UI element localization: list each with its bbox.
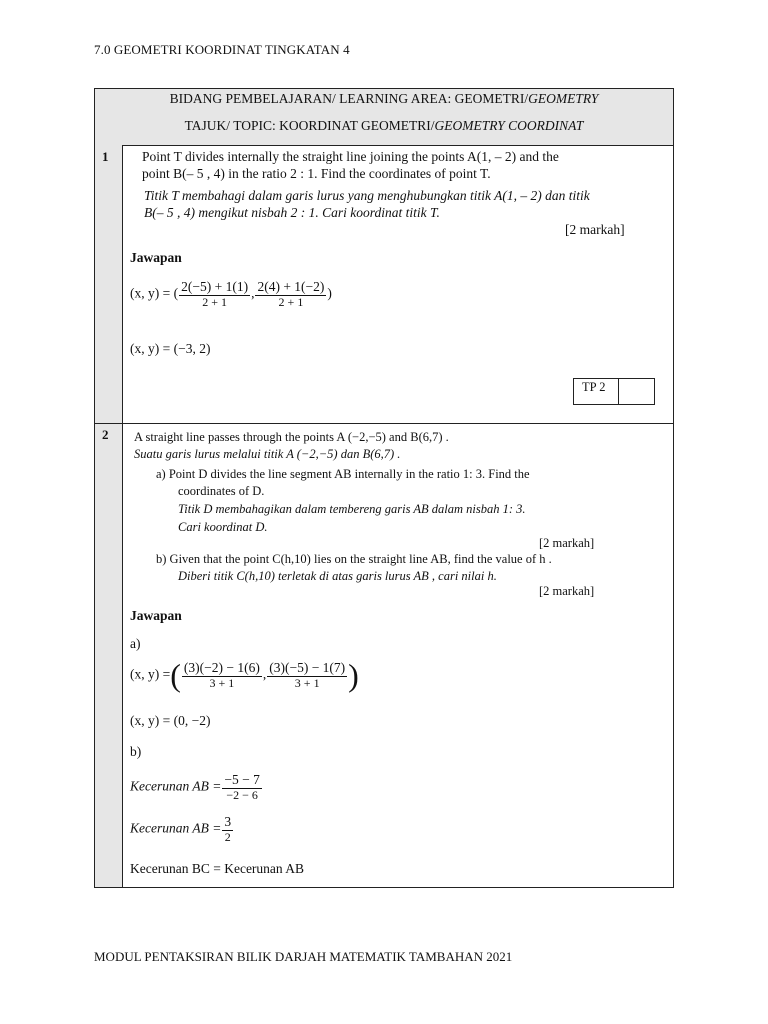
- q2-part-a-malay-line2: Cari koordinat D.: [178, 520, 268, 534]
- q1-malay-line1: Titik T membahagi dalam garis lurus yang menghubungkan titik A(1, – 2) dan titik: [144, 188, 590, 203]
- q1-english-line1: Point T divides internally the straight line joining the points A(1, – 2) and the: [142, 149, 559, 164]
- learning-area-italic: GEOMETRY: [528, 91, 599, 106]
- q1-working-step1: [130, 279, 332, 309]
- q2-part-a-marks: [2 markah]: [539, 536, 595, 550]
- q2-gradient-step2: [130, 814, 234, 844]
- q2-a-comma: ,: [262, 666, 267, 682]
- q2-gradient-step1: [130, 772, 263, 802]
- question-1-number: 1: [102, 149, 109, 164]
- q2-a-fraction-y: [267, 660, 347, 690]
- q2-grad2-lhs: Kecerunan AB =: [130, 820, 222, 836]
- q2-a-fraction-x-numerator: (3)(−2) − 1(6): [183, 660, 260, 675]
- q2-part-a-working: [130, 656, 359, 693]
- q1-step1-lhs: (x, y) = (: [130, 285, 179, 301]
- q1-fraction-y: [255, 279, 326, 309]
- q1-fraction-y-denominator: 2 + 1: [278, 294, 304, 309]
- q2-grad2-denominator: 2: [224, 829, 231, 844]
- q2-part-a-english-line2: coordinates of D.: [178, 484, 265, 498]
- learning-area: [95, 91, 673, 107]
- q1-malay-line2: B(– 5 , 4) mengikut nisbah 2 : 1. Cari koordinat titik T.: [144, 205, 440, 220]
- topic-text: TAJUK/ TOPIC: KOORDINAT GEOMETRI/: [184, 118, 435, 133]
- tp-level-label: TP 2: [582, 380, 606, 394]
- number-column: [95, 145, 123, 887]
- question-table: [94, 88, 674, 888]
- q1-fraction-x-numerator: 2(−5) + 1(1): [181, 279, 249, 294]
- learning-area-text: BIDANG PEMBELAJARAN/ LEARNING AREA: GEOMETRI/: [169, 91, 529, 106]
- q2-malay-line: Suatu garis lurus melalui titik A (−2,−5) dan B(6,7) .: [134, 447, 401, 461]
- q2-grad1-numerator: −5 − 7: [224, 772, 260, 787]
- q2-part-b-english: b) Given that the point C(h,10) lies on the straight line AB, find the value of h .: [156, 552, 552, 566]
- page-footer: MODUL PENTAKSIRAN BILIK DARJAH MATEMATIK TAMBAHAN 2021: [94, 949, 513, 964]
- q2-grad2-numerator: 3: [224, 814, 232, 829]
- q2-part-b-marks: [2 markah]: [539, 584, 595, 598]
- q1-result: (x, y) = (−3, 2): [130, 341, 211, 356]
- q1-fraction-y-numerator: 2(4) + 1(−2): [257, 279, 325, 294]
- topic-italic: GEOMETRY COORDINAT: [434, 118, 584, 133]
- q2-grad1-lhs: Kecerunan AB =: [130, 778, 222, 794]
- q1-marks: [2 markah]: [565, 222, 625, 237]
- page-header: 7.0 GEOMETRI KOORDINAT TINGKATAN 4: [94, 42, 350, 57]
- question-2-number: 2: [102, 427, 109, 442]
- q1-fraction-x: [179, 279, 250, 309]
- q2-a-open-paren: (: [170, 656, 181, 693]
- topic-header: [95, 89, 673, 146]
- q2-answer-label: Jawapan: [130, 608, 182, 623]
- q2-a-lhs: (x, y) =: [130, 666, 171, 682]
- q2-a-fraction-y-denominator: 3 + 1: [294, 675, 320, 690]
- q2-final-statement: Kecerunan BC = Kecerunan AB: [130, 861, 305, 876]
- row-divider: [95, 423, 673, 424]
- q2-grad2-fraction: [222, 814, 233, 844]
- q1-step1-close: ): [327, 285, 332, 301]
- q2-a-fraction-x-denominator: 3 + 1: [209, 675, 235, 690]
- q2-grad1-fraction: [222, 772, 261, 802]
- q2-part-a-label: a): [130, 636, 141, 651]
- q1-answer-label: Jawapan: [130, 250, 182, 265]
- q2-english-line: A straight line passes through the points A (−2,−5) and B(6,7) .: [134, 430, 449, 444]
- q1-fraction-x-denominator: 2 + 1: [202, 294, 227, 309]
- tp-box-divider: [618, 379, 619, 404]
- q2-part-b-malay: Diberi titik C(h,10) terletak di atas garis lurus AB , cari nilai h.: [178, 569, 497, 583]
- q2-part-a-english-line1: a) Point D divides the line segment AB internally in the ratio 1: 3. Find the: [156, 467, 530, 481]
- q1-english-line2: point B(– 5 , 4) in the ratio 2 : 1. Find the coordinates of point T.: [142, 166, 491, 181]
- q2-grad1-denominator: −2 − 6: [226, 787, 258, 802]
- q2-part-a-malay-line1: Titik D membahagikan dalam tembereng garis AB dalam nisbah 1: 3.: [178, 502, 526, 516]
- q2-a-close-paren: ): [348, 656, 359, 693]
- tp-level-box: [573, 378, 655, 405]
- topic-title: [95, 118, 673, 134]
- q1-step1-comma: ,: [251, 285, 255, 301]
- q2-part-b-label: b): [130, 744, 142, 759]
- q2-a-fraction-x: [182, 660, 262, 690]
- q2-a-fraction-y-numerator: (3)(−5) − 1(7): [269, 660, 346, 675]
- q2-part-a-result: (x, y) = (0, −2): [130, 713, 211, 728]
